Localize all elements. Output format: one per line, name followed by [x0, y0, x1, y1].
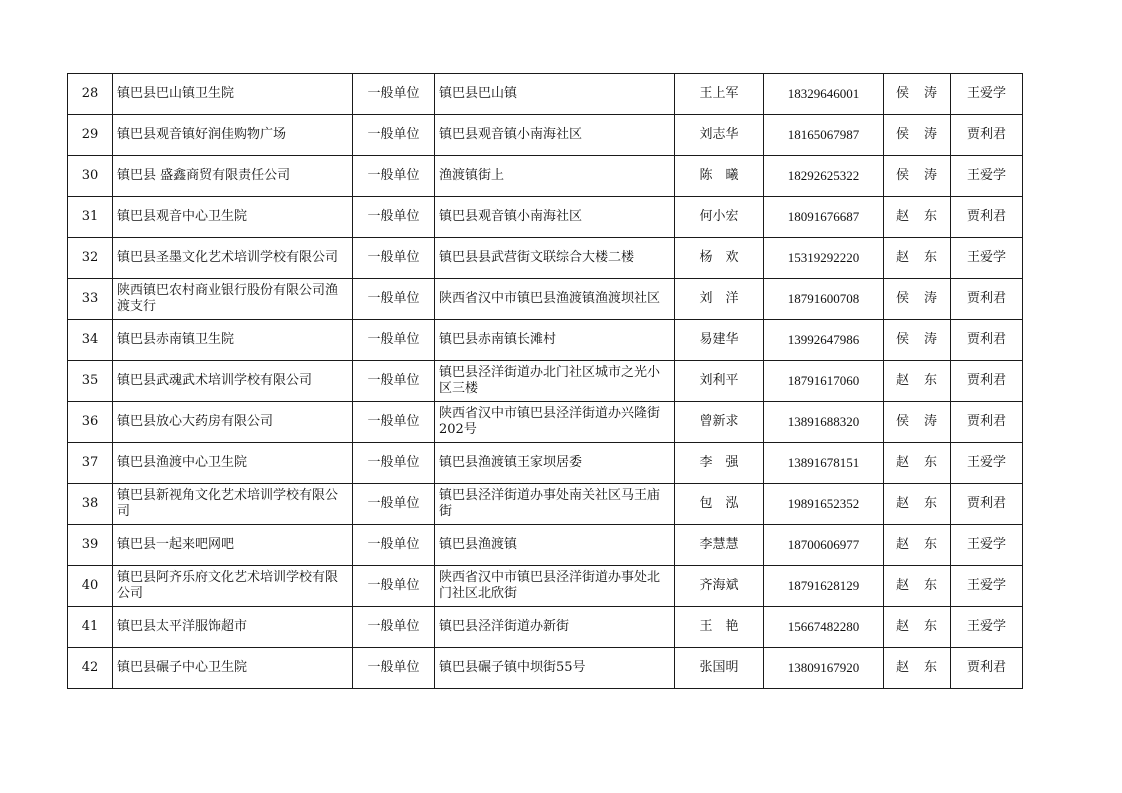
unit-type: 一般单位 — [353, 443, 435, 484]
unit-address: 镇巴县渔渡镇王家坝居委 — [435, 443, 675, 484]
inspector-name: 贾利君 — [951, 279, 1023, 320]
supervisor-name: 赵 东 — [884, 607, 951, 648]
row-number: 34 — [68, 320, 113, 361]
contact-phone: 15667482280 — [764, 607, 884, 648]
unit-name: 镇巴县放心大药房有限公司 — [113, 402, 353, 443]
unit-name: 镇巴县观音镇好润佳购物广场 — [113, 115, 353, 156]
unit-type: 一般单位 — [353, 402, 435, 443]
contact-phone: 13891688320 — [764, 402, 884, 443]
inspector-name: 王爱学 — [951, 74, 1023, 115]
contact-phone: 18791617060 — [764, 361, 884, 402]
contact-phone: 18329646001 — [764, 74, 884, 115]
table-row — [68, 156, 1023, 197]
contact-person: 何小宏 — [675, 197, 764, 238]
contact-person: 杨 欢 — [675, 238, 764, 279]
supervisor-name: 赵 东 — [884, 525, 951, 566]
supervisor-name: 侯 涛 — [884, 279, 951, 320]
contact-person: 李 强 — [675, 443, 764, 484]
unit-type: 一般单位 — [353, 607, 435, 648]
supervisor-name: 赵 东 — [884, 566, 951, 607]
table-row — [68, 320, 1023, 361]
unit-type: 一般单位 — [353, 484, 435, 525]
contact-person: 张国明 — [675, 648, 764, 689]
contact-person: 易建华 — [675, 320, 764, 361]
unit-address: 镇巴县观音镇小南海社区 — [435, 115, 675, 156]
row-number: 28 — [68, 74, 113, 115]
supervisor-name: 赵 东 — [884, 238, 951, 279]
inspector-name: 王爱学 — [951, 566, 1023, 607]
unit-type: 一般单位 — [353, 361, 435, 402]
unit-name: 陕西镇巴农村商业银行股份有限公司渔渡支行 — [113, 279, 353, 320]
row-number: 31 — [68, 197, 113, 238]
table-row — [68, 607, 1023, 648]
inspector-name: 王爱学 — [951, 156, 1023, 197]
table-row — [68, 74, 1023, 115]
contact-person: 王 艳 — [675, 607, 764, 648]
unit-address: 陕西省汉中市镇巴县泾洋街道办事处北门社区北欣街 — [435, 566, 675, 607]
contact-phone: 15319292220 — [764, 238, 884, 279]
unit-type: 一般单位 — [353, 648, 435, 689]
table-body — [68, 74, 1023, 689]
unit-name: 镇巴县 盛鑫商贸有限责任公司 — [113, 156, 353, 197]
supervisor-name: 侯 涛 — [884, 115, 951, 156]
table-row — [68, 402, 1023, 443]
contact-person: 刘利平 — [675, 361, 764, 402]
contact-phone: 18791628129 — [764, 566, 884, 607]
contact-person: 刘 洋 — [675, 279, 764, 320]
inspector-name: 贾利君 — [951, 320, 1023, 361]
table-row — [68, 648, 1023, 689]
contact-person: 刘志华 — [675, 115, 764, 156]
table-row — [68, 197, 1023, 238]
contact-person: 王上军 — [675, 74, 764, 115]
row-number: 42 — [68, 648, 113, 689]
unit-list-table — [67, 73, 1023, 689]
unit-address: 镇巴县碾子镇中坝街55号 — [435, 648, 675, 689]
inspector-name: 贾利君 — [951, 484, 1023, 525]
unit-name: 镇巴县一起来吧网吧 — [113, 525, 353, 566]
unit-address: 渔渡镇街上 — [435, 156, 675, 197]
row-number: 35 — [68, 361, 113, 402]
inspector-name: 王爱学 — [951, 238, 1023, 279]
unit-type: 一般单位 — [353, 74, 435, 115]
table-row — [68, 361, 1023, 402]
row-number: 33 — [68, 279, 113, 320]
inspector-name: 王爱学 — [951, 607, 1023, 648]
unit-address: 陕西省汉中市镇巴县渔渡镇渔渡坝社区 — [435, 279, 675, 320]
row-number: 40 — [68, 566, 113, 607]
inspector-name: 贾利君 — [951, 115, 1023, 156]
contact-phone: 13992647986 — [764, 320, 884, 361]
unit-name: 镇巴县碾子中心卫生院 — [113, 648, 353, 689]
inspector-name: 贾利君 — [951, 402, 1023, 443]
unit-name: 镇巴县阿齐乐府文化艺术培训学校有限公司 — [113, 566, 353, 607]
unit-type: 一般单位 — [353, 525, 435, 566]
unit-address: 镇巴县赤南镇长滩村 — [435, 320, 675, 361]
unit-name: 镇巴县赤南镇卫生院 — [113, 320, 353, 361]
table-row — [68, 484, 1023, 525]
supervisor-name: 侯 涛 — [884, 74, 951, 115]
supervisor-name: 侯 涛 — [884, 402, 951, 443]
row-number: 36 — [68, 402, 113, 443]
supervisor-name: 赵 东 — [884, 443, 951, 484]
row-number: 38 — [68, 484, 113, 525]
supervisor-name: 赵 东 — [884, 484, 951, 525]
table-row — [68, 238, 1023, 279]
unit-address: 镇巴县泾洋街道办北门社区城市之光小区三楼 — [435, 361, 675, 402]
table-row — [68, 279, 1023, 320]
inspector-name: 王爱学 — [951, 525, 1023, 566]
supervisor-name: 赵 东 — [884, 648, 951, 689]
unit-name: 镇巴县观音中心卫生院 — [113, 197, 353, 238]
contact-phone: 18292625322 — [764, 156, 884, 197]
table-row — [68, 566, 1023, 607]
row-number: 29 — [68, 115, 113, 156]
contact-phone: 18165067987 — [764, 115, 884, 156]
contact-phone: 19891652352 — [764, 484, 884, 525]
unit-type: 一般单位 — [353, 566, 435, 607]
unit-name: 镇巴县圣墨文化艺术培训学校有限公司 — [113, 238, 353, 279]
unit-address: 镇巴县泾洋街道办事处南关社区马王庙街 — [435, 484, 675, 525]
unit-name: 镇巴县新视角文化艺术培训学校有限公司 — [113, 484, 353, 525]
supervisor-name: 侯 涛 — [884, 320, 951, 361]
contact-person: 齐海斌 — [675, 566, 764, 607]
inspector-name: 贾利君 — [951, 197, 1023, 238]
table-row — [68, 525, 1023, 566]
unit-address: 镇巴县泾洋街道办新街 — [435, 607, 675, 648]
unit-type: 一般单位 — [353, 320, 435, 361]
unit-type: 一般单位 — [353, 238, 435, 279]
contact-person: 李慧慧 — [675, 525, 764, 566]
unit-name: 镇巴县武魂武术培训学校有限公司 — [113, 361, 353, 402]
inspector-name: 贾利君 — [951, 648, 1023, 689]
inspector-name: 王爱学 — [951, 443, 1023, 484]
contact-person: 曾新求 — [675, 402, 764, 443]
row-number: 41 — [68, 607, 113, 648]
unit-type: 一般单位 — [353, 156, 435, 197]
contact-phone: 18700606977 — [764, 525, 884, 566]
contact-person: 包 泓 — [675, 484, 764, 525]
row-number: 30 — [68, 156, 113, 197]
row-number: 39 — [68, 525, 113, 566]
row-number: 32 — [68, 238, 113, 279]
supervisor-name: 赵 东 — [884, 361, 951, 402]
table-row — [68, 115, 1023, 156]
contact-phone: 18791600708 — [764, 279, 884, 320]
unit-name: 镇巴县巴山镇卫生院 — [113, 74, 353, 115]
table-row — [68, 443, 1023, 484]
unit-address: 镇巴县县武营街文联综合大楼二楼 — [435, 238, 675, 279]
contact-phone: 13809167920 — [764, 648, 884, 689]
unit-address: 镇巴县巴山镇 — [435, 74, 675, 115]
contact-person: 陈 曦 — [675, 156, 764, 197]
contact-phone: 18091676687 — [764, 197, 884, 238]
unit-address: 陕西省汉中市镇巴县泾洋街道办兴隆街202号 — [435, 402, 675, 443]
row-number: 37 — [68, 443, 113, 484]
unit-name: 镇巴县太平洋服饰超市 — [113, 607, 353, 648]
supervisor-name: 侯 涛 — [884, 156, 951, 197]
unit-type: 一般单位 — [353, 197, 435, 238]
supervisor-name: 赵 东 — [884, 197, 951, 238]
unit-type: 一般单位 — [353, 279, 435, 320]
unit-name: 镇巴县渔渡中心卫生院 — [113, 443, 353, 484]
unit-address: 镇巴县渔渡镇 — [435, 525, 675, 566]
unit-address: 镇巴县观音镇小南海社区 — [435, 197, 675, 238]
inspector-name: 贾利君 — [951, 361, 1023, 402]
contact-phone: 13891678151 — [764, 443, 884, 484]
unit-type: 一般单位 — [353, 115, 435, 156]
